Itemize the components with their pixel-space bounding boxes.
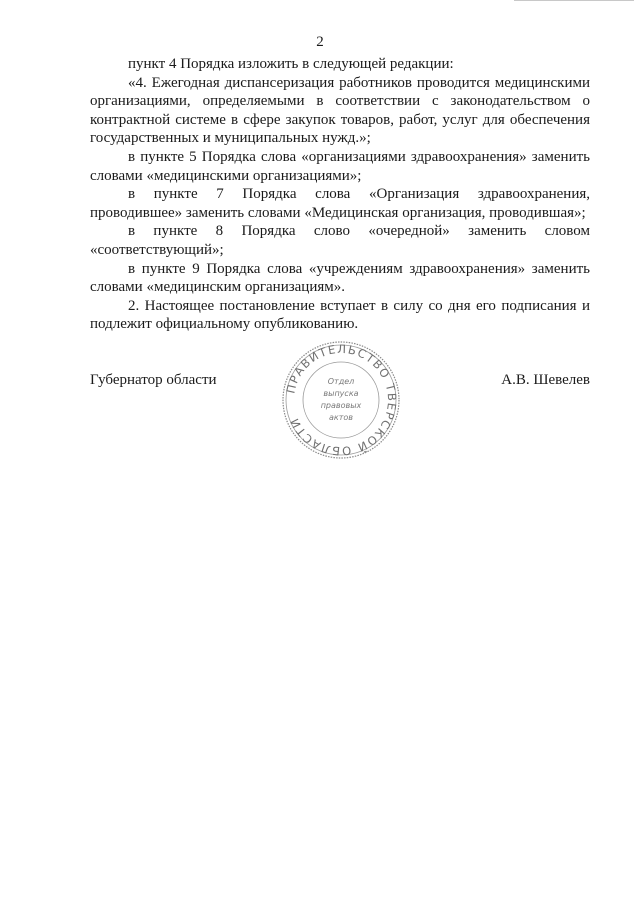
paragraph: в пункте 8 Порядка слово «очередной» заменить словом «соответствующий»;: [90, 223, 590, 258]
signatory-name: А.В. Шевелев: [501, 372, 590, 388]
seal-center-line: Отдел: [327, 377, 355, 386]
seal-center-line: актов: [328, 413, 354, 422]
page-number: 2: [316, 34, 324, 50]
seal-ring-text: ПРАВИТЕЛЬСТВО ТВЕРСКОЙ ОБЛАСТИ: [283, 341, 400, 459]
paragraph: в пункте 9 Порядка слова «учреждениям здравоохранения» заменить словами «медицинским организациям».: [90, 260, 590, 296]
document-body: [90, 55, 590, 334]
seal-stamp-icon: [281, 340, 401, 460]
paragraph: в пункте 5 Порядка слова «организациями здравоохранения» заменить словами «медицинскими организациями»;: [90, 148, 590, 184]
seal-center-line: правовых: [320, 401, 362, 410]
paragraph: в пункте 7 Порядка слова «Организация здравоохранения, проводившее» заменить словами «Медицинская организация, проводившая»;: [90, 186, 590, 221]
seal-center-line: выпуска: [323, 389, 359, 398]
paragraph: 2. Настоящее постановление вступает в силу со дня его подписания и подлежит официальному опубликованию.: [90, 297, 590, 333]
signatory-title: Губернатор области: [90, 372, 217, 388]
paragraph: «4. Ежегодная диспансеризация работников проводится медицинскими организациями, определяемыми в соответствии с законодательством о контрактной системе в сфере закупок товаров, работ, услуг для обеспечения государственных и муниципальных нужд.»;: [90, 74, 590, 147]
official-seal: [281, 340, 401, 460]
paragraph: пункт 4 Порядка изложить в следующей редакции:: [128, 56, 454, 72]
scan-edge-mark: [514, 0, 634, 3]
